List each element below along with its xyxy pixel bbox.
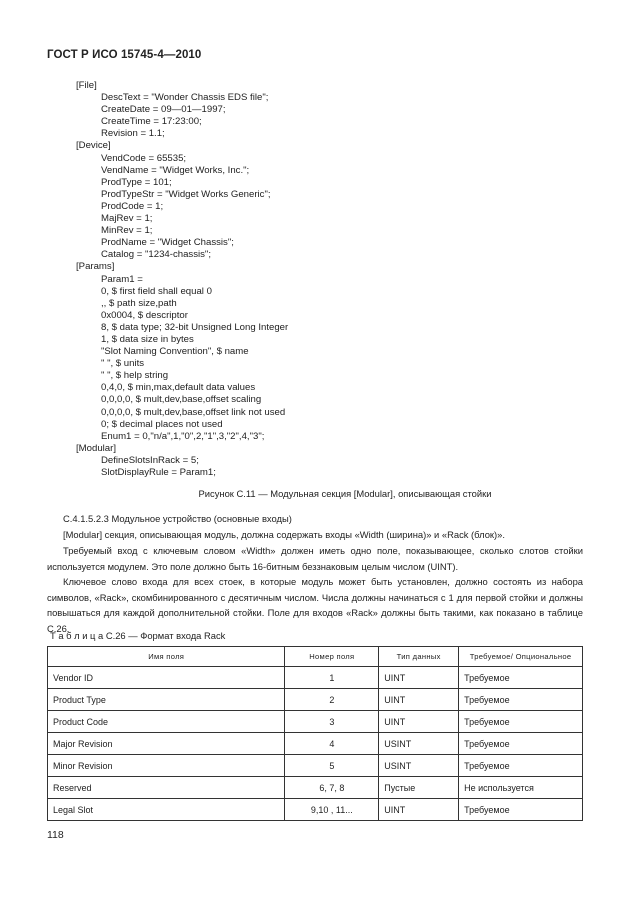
table-cell: Minor Revision	[48, 755, 285, 777]
table-cell: UINT	[379, 689, 459, 711]
figure-caption: Рисунок С.11 — Модульная секция [Modular], описывающая стойки	[198, 488, 492, 499]
code-line: Enum1 = 0,"n/a",1,"0",2,"1",3,"2",4,"3";	[101, 430, 265, 442]
table-row	[48, 777, 583, 799]
code-line: 0, $ first field shall equal 0	[101, 285, 212, 297]
table-cell: 5	[285, 755, 379, 777]
code-line: [File]	[76, 80, 97, 91]
code-line: VendName = "Widget Works, Inc.";	[101, 164, 250, 176]
code-line: Revision = 1.1;	[101, 128, 165, 140]
table-cell: UINT	[379, 667, 459, 689]
code-line: 0x0004, $ descriptor	[101, 309, 188, 321]
document-header: ГОСТ Р ИСО 15745-4—2010	[47, 49, 202, 61]
code-line: CreateTime = 17:23:00;	[101, 116, 202, 128]
code-line: ProdTypeStr = "Widget Works Generic";	[101, 188, 271, 200]
section-heading	[47, 511, 583, 527]
table-cell: 9,10 , 11...	[285, 799, 379, 821]
column-header: Тип данных	[379, 647, 459, 667]
code-line: CreateDate = 09—01—1997;	[101, 104, 226, 116]
paragraph-2	[47, 543, 583, 574]
column-header: Номер поля	[285, 647, 379, 667]
code-line: ProdType = 101;	[101, 176, 172, 188]
column-header: Имя поля	[48, 647, 285, 667]
table-cell: Требуемое	[459, 689, 583, 711]
table-cell: Требуемое	[459, 799, 583, 821]
paragraph-2-text: Требуемый вход с ключевым словом «Width» должен иметь одно поле, показывающее, сколько слотов стойки используется модулем. Это поле должно быть 16-битным беззнаковым целым числом (UINT).	[47, 545, 583, 572]
table-row	[48, 711, 583, 733]
code-line: MinRev = 1;	[101, 225, 153, 237]
code-line: Catalog = "1234-chassis";	[101, 249, 212, 261]
code-line: 0,0,0,0, $ mult,dev,base,offset link not used	[101, 406, 286, 418]
table-cell: UINT	[379, 711, 459, 733]
table-cell: Требуемое	[459, 755, 583, 777]
table-cell: Product Code	[48, 711, 285, 733]
code-line: 8, $ data type; 32-bit Unsigned Long Integer	[101, 321, 289, 333]
rack-format-table	[47, 646, 583, 821]
table-cell: 2	[285, 689, 379, 711]
table-cell: Reserved	[48, 777, 285, 799]
code-line: ProdCode = 1;	[101, 200, 164, 212]
page-number: 118	[47, 829, 64, 841]
table-cell: Не используется	[459, 777, 583, 799]
code-line: " ", $ help string	[101, 370, 169, 382]
table-cell: Требуемое	[459, 733, 583, 755]
table-row	[48, 689, 583, 711]
table-cell: Legal Slot	[48, 799, 285, 821]
paragraph-3	[47, 574, 583, 636]
table-cell: 4	[285, 733, 379, 755]
code-line: 0,0,0,0, $ mult,dev,base,offset scaling	[101, 394, 262, 406]
code-line: SlotDisplayRule = Param1;	[101, 467, 216, 478]
table-cell: Product Type	[48, 689, 285, 711]
table-row	[48, 667, 583, 689]
code-line: 0,4,0, $ min,max,default data values	[101, 382, 256, 394]
section-heading-text: С.4.1.5.2.3 Модульное устройство (основные входы)	[63, 513, 292, 524]
code-line: " ", $ units	[101, 358, 145, 370]
code-line: ,, $ path size,path	[101, 297, 177, 309]
table-cell: Требуемое	[459, 711, 583, 733]
table-cell: USINT	[379, 733, 459, 755]
code-line: Param1 =	[101, 273, 143, 285]
table-row	[48, 755, 583, 777]
table-cell: USINT	[379, 755, 459, 777]
table-header-row	[48, 647, 583, 667]
code-line: 0; $ decimal places not used	[101, 418, 223, 430]
table-cell: Требуемое	[459, 667, 583, 689]
table-title: Т а б л и ц а С.26 — Формат входа Rack	[50, 630, 226, 641]
table-cell: Major Revision	[48, 733, 285, 755]
eds-code-listing	[76, 80, 288, 479]
code-line: [Params]	[76, 261, 115, 273]
table-cell: Vendor ID	[48, 667, 285, 689]
column-header: Требуемое/ Опциональное	[459, 647, 583, 667]
code-line: MajRev = 1;	[101, 213, 153, 225]
code-line: VendCode = 65535;	[101, 152, 187, 164]
paragraph-1-text: [Modular] секция, описывающая модуль, должна содержать входы «Width (ширина)» и «Rack (блок)».	[63, 529, 505, 540]
code-line: 1, $ data size in bytes	[101, 333, 194, 345]
paragraph-1	[47, 527, 583, 543]
table-cell: 3	[285, 711, 379, 733]
code-line: "Slot Naming Convention", $ name	[101, 346, 249, 358]
table-row	[48, 733, 583, 755]
code-line: ProdName = "Widget Chassis";	[101, 237, 234, 249]
table-cell: UINT	[379, 799, 459, 821]
paragraph-3-text: Ключевое слово входа для всех стоек, в которые модуль может быть установлен, должно состоять из набора символов, «Rack», скомбинированного с десятичным числом. Числа должны начинаться с 1 для первой стойки и должны повышаться для каждой дополнительной стойки. Поле для входов «Rack» должны быть такими, как показано в таблице С.26.	[47, 576, 583, 634]
code-line: DescText = "Wonder Chassis EDS file";	[101, 92, 269, 104]
table-cell: Пустые	[379, 777, 459, 799]
code-line: [Device]	[76, 140, 111, 152]
table-cell: 6, 7, 8	[285, 777, 379, 799]
table-row	[48, 799, 583, 821]
table-cell: 1	[285, 667, 379, 689]
code-line: [Modular]	[76, 442, 116, 454]
code-line: DefineSlotsInRack = 5;	[101, 454, 199, 466]
